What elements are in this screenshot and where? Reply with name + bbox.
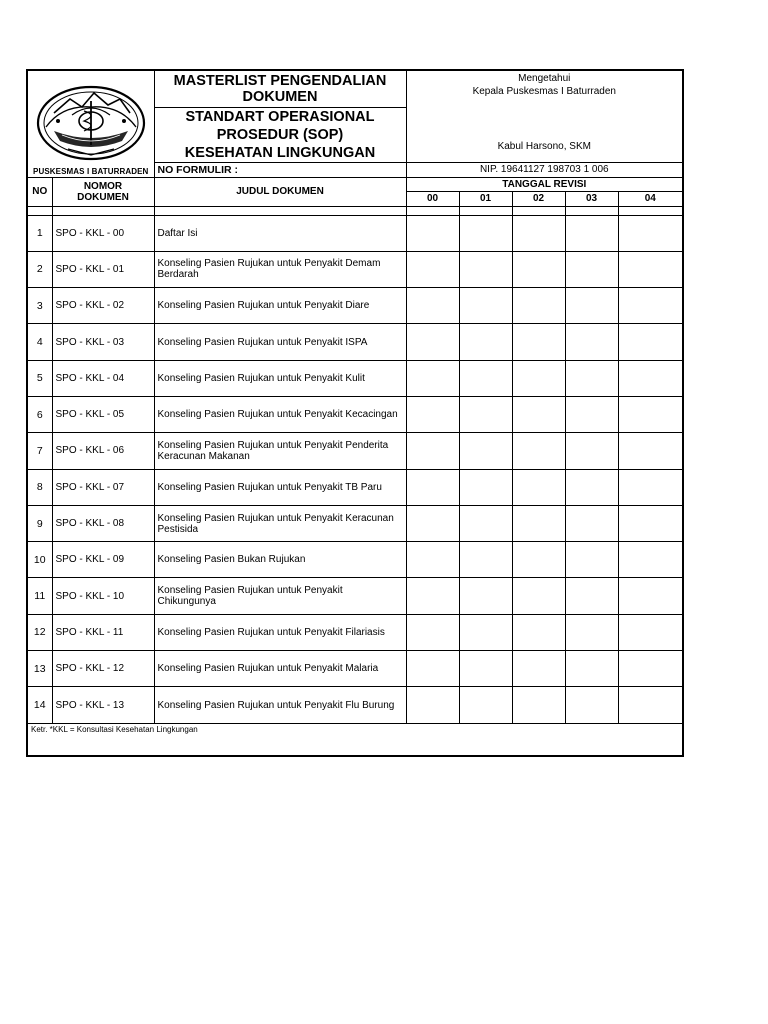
row-document-code: SPO - KKL - 04 (52, 360, 154, 396)
col-header-rev-04: 04 (618, 191, 683, 206)
row-document-title: Konseling Pasien Rujukan untuk Penyakit Keracunan Pestisida (154, 505, 406, 541)
revision-date-cell[interactable] (512, 396, 565, 432)
sop-title (154, 107, 406, 162)
revision-date-cell[interactable] (565, 324, 618, 360)
table-row (27, 215, 683, 251)
row-document-code: SPO - KKL - 11 (52, 614, 154, 650)
revision-date-cell[interactable] (406, 324, 459, 360)
revision-date-cell[interactable] (406, 360, 459, 396)
revision-date-cell[interactable] (618, 469, 683, 505)
revision-date-cell[interactable] (565, 542, 618, 578)
row-document-title: Konseling Pasien Rujukan untuk Penyakit ISPA (154, 324, 406, 360)
revision-date-cell[interactable] (565, 505, 618, 541)
revision-date-cell[interactable] (459, 651, 512, 687)
table-row (27, 288, 683, 324)
revision-date-cell[interactable] (406, 469, 459, 505)
table-row (27, 396, 683, 432)
table-row (27, 651, 683, 687)
revision-date-cell[interactable] (406, 614, 459, 650)
revision-date-cell[interactable] (565, 433, 618, 469)
revision-date-cell[interactable] (406, 542, 459, 578)
row-no: 5 (27, 360, 52, 396)
row-document-code: SPO - KKL - 07 (52, 469, 154, 505)
org-name: PUSKESMAS I BATURRADEN (33, 166, 149, 176)
revision-date-cell[interactable] (618, 651, 683, 687)
table-row (27, 542, 683, 578)
table-row (27, 578, 683, 614)
revision-date-cell[interactable] (565, 578, 618, 614)
revision-date-cell[interactable] (618, 433, 683, 469)
row-document-code: SPO - KKL - 05 (52, 396, 154, 432)
row-no: 10 (27, 542, 52, 578)
footer-note: Ketr. *KKL = Konsultasi Kesehatan Lingkungan (27, 723, 683, 756)
revision-date-cell[interactable] (406, 288, 459, 324)
col-header-rev-02: 02 (512, 191, 565, 206)
revision-date-cell[interactable] (565, 469, 618, 505)
col-header-rev-03: 03 (565, 191, 618, 206)
revision-date-cell[interactable] (565, 687, 618, 723)
revision-date-cell[interactable] (459, 505, 512, 541)
approver-nip: NIP. 19641127 198703 1 006 (406, 162, 683, 177)
revision-date-cell[interactable] (406, 505, 459, 541)
revision-date-cell[interactable] (512, 433, 565, 469)
row-no: 8 (27, 469, 52, 505)
row-no: 3 (27, 288, 52, 324)
revision-date-cell[interactable] (565, 614, 618, 650)
row-document-title: Konseling Pasien Rujukan untuk Penyakit Demam Berdarah (154, 251, 406, 287)
revision-date-cell[interactable] (406, 396, 459, 432)
col-header-rev-00: 00 (406, 191, 459, 206)
row-document-code: SPO - KKL - 00 (52, 215, 154, 251)
logo-cell (27, 70, 154, 177)
row-no: 1 (27, 215, 52, 251)
revision-date-cell[interactable] (618, 251, 683, 287)
row-document-title: Konseling Pasien Rujukan untuk Penyakit Filariasis (154, 614, 406, 650)
spacer-row (27, 206, 683, 215)
row-no: 7 (27, 433, 52, 469)
revision-date-cell[interactable] (406, 215, 459, 251)
row-no: 2 (27, 251, 52, 287)
col-header-revisi: TANGGAL REVISI (406, 177, 683, 191)
col-header-nomor (52, 177, 154, 206)
col-header-judul: JUDUL DOKUMEN (154, 177, 406, 206)
table-row (27, 505, 683, 541)
masterlist-sheet (26, 69, 682, 757)
revision-date-cell[interactable] (618, 360, 683, 396)
revision-date-cell[interactable] (618, 215, 683, 251)
row-document-code: SPO - KKL - 01 (52, 251, 154, 287)
row-document-code: SPO - KKL - 10 (52, 578, 154, 614)
row-no: 9 (27, 505, 52, 541)
revision-date-cell[interactable] (618, 687, 683, 723)
revision-date-cell[interactable] (512, 324, 565, 360)
revision-date-cell[interactable] (512, 288, 565, 324)
row-no: 6 (27, 396, 52, 432)
row-document-code: SPO - KKL - 03 (52, 324, 154, 360)
revision-date-cell[interactable] (565, 288, 618, 324)
row-document-code: SPO - KKL - 06 (52, 433, 154, 469)
revision-date-cell[interactable] (512, 360, 565, 396)
revision-date-cell[interactable] (406, 651, 459, 687)
revision-date-cell[interactable] (618, 614, 683, 650)
row-document-code: SPO - KKL - 02 (52, 288, 154, 324)
table-row (27, 360, 683, 396)
revision-date-cell[interactable] (459, 251, 512, 287)
revision-date-cell[interactable] (618, 396, 683, 432)
row-document-title: Konseling Pasien Rujukan untuk Penyakit Kulit (154, 360, 406, 396)
row-document-title: Konseling Pasien Rujukan untuk Penyakit Penderita Keracunan Makanan (154, 433, 406, 469)
revision-date-cell[interactable] (618, 505, 683, 541)
revision-date-cell[interactable] (459, 324, 512, 360)
revision-date-cell[interactable] (512, 505, 565, 541)
approval-block (406, 70, 683, 162)
row-document-code: SPO - KKL - 12 (52, 651, 154, 687)
revision-date-cell[interactable] (459, 288, 512, 324)
row-document-title: Konseling Pasien Rujukan untuk Penyakit Malaria (154, 651, 406, 687)
revision-date-cell[interactable] (512, 542, 565, 578)
revision-date-cell[interactable] (459, 614, 512, 650)
row-no: 14 (27, 687, 52, 723)
revision-date-cell[interactable] (459, 360, 512, 396)
revision-date-cell[interactable] (459, 687, 512, 723)
revision-date-cell[interactable] (406, 578, 459, 614)
revision-date-cell[interactable] (512, 251, 565, 287)
document-title: MASTERLIST PENGENDALIAN DOKUMEN (154, 70, 406, 107)
revision-date-cell[interactable] (406, 687, 459, 723)
approval-label: Mengetahui (518, 73, 571, 84)
revision-date-cell[interactable] (512, 215, 565, 251)
row-document-title: Konseling Pasien Bukan Rujukan (154, 542, 406, 578)
row-document-title: Konseling Pasien Rujukan untuk Penyakit TB Paru (154, 469, 406, 505)
sop-title-line1: STANDART OPERASIONAL PROSEDUR (SOP) (185, 108, 375, 143)
col-header-no: NO (27, 177, 52, 206)
approver-name: Kabul Harsono, SKM (497, 141, 591, 152)
col-header-nomor-line2: DOKUMEN (77, 191, 129, 203)
row-document-code: SPO - KKL - 09 (52, 542, 154, 578)
col-header-rev-01: 01 (459, 191, 512, 206)
row-no: 11 (27, 578, 52, 614)
sop-title-line2: KESEHATAN LINGKUNGAN (184, 144, 376, 161)
revision-date-cell[interactable] (565, 396, 618, 432)
revision-date-cell[interactable] (459, 578, 512, 614)
row-no: 12 (27, 614, 52, 650)
row-document-title: Konseling Pasien Rujukan untuk Penyakit Chikungunya (154, 578, 406, 614)
table-row (27, 469, 683, 505)
revision-date-cell[interactable] (512, 651, 565, 687)
revision-date-cell[interactable] (459, 469, 512, 505)
table-row (27, 433, 683, 469)
revision-date-cell[interactable] (459, 396, 512, 432)
row-document-title: Konseling Pasien Rujukan untuk Penyakit Diare (154, 288, 406, 324)
table-row (27, 614, 683, 650)
row-document-title: Konseling Pasien Rujukan untuk Penyakit Kecacingan (154, 396, 406, 432)
row-document-code: SPO - KKL - 13 (52, 687, 154, 723)
revision-date-cell[interactable] (618, 542, 683, 578)
formulir-label: NO FORMULIR : (154, 162, 406, 177)
revision-date-cell[interactable] (406, 433, 459, 469)
revision-date-cell[interactable] (618, 578, 683, 614)
table-row (27, 324, 683, 360)
revision-date-cell[interactable] (618, 288, 683, 324)
revision-date-cell[interactable] (406, 251, 459, 287)
row-no: 4 (27, 324, 52, 360)
revision-date-cell[interactable] (512, 687, 565, 723)
puskesmas-logo-icon (32, 83, 150, 163)
table-row (27, 251, 683, 287)
row-no: 13 (27, 651, 52, 687)
approval-role: Kepala Puskesmas I Baturraden (472, 86, 616, 97)
revision-date-cell[interactable] (565, 651, 618, 687)
masterlist-table (26, 69, 684, 757)
revision-date-cell[interactable] (512, 578, 565, 614)
row-document-title: Konseling Pasien Rujukan untuk Penyakit Flu Burung (154, 687, 406, 723)
revision-date-cell[interactable] (459, 433, 512, 469)
col-header-nomor-line1: NOMOR (83, 180, 123, 192)
revision-date-cell[interactable] (512, 469, 565, 505)
revision-date-cell[interactable] (512, 614, 565, 650)
row-document-title: Daftar Isi (154, 215, 406, 251)
revision-date-cell[interactable] (565, 360, 618, 396)
revision-date-cell[interactable] (618, 324, 683, 360)
revision-date-cell[interactable] (565, 251, 618, 287)
revision-date-cell[interactable] (565, 215, 618, 251)
row-document-code: SPO - KKL - 08 (52, 505, 154, 541)
revision-date-cell[interactable] (459, 542, 512, 578)
revision-date-cell[interactable] (459, 215, 512, 251)
table-row (27, 687, 683, 723)
